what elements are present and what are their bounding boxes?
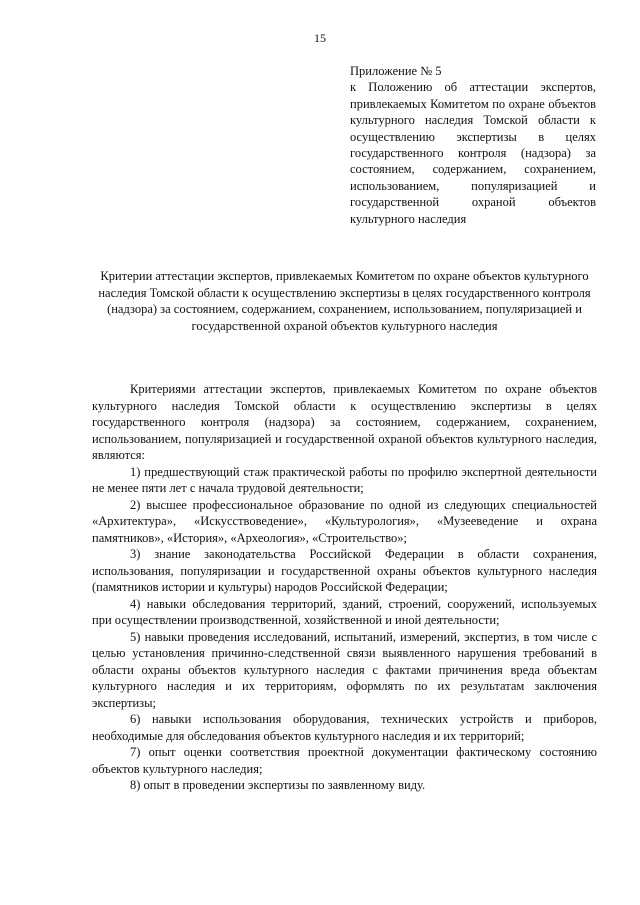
criterion-3: 3) знание законодательства Российской Федерации в области сохранения, использования, популяризации и государственной охраны объектов культурного наследия (памятников истории и культуры) народов Российской Федерации;	[92, 547, 597, 594]
document-title: Критерии аттестации экспертов, привлекаемых Комитетом по охране объектов культурного наследия Томской области к осуществлению экспертизы в целях государственного контроля (надзора) за состоянием, содержанием, сохранением, использованием, популяризацией и государственной охраной объектов культурного наследия	[98, 269, 591, 333]
criterion-5: 5) навыки проведения исследований, испытаний, измерений, экспертиз, в том числе с целью установления причинно-следственной связи выявленного нарушения требований в области охраны объектов культурного наследия с фактами причинения вреда объектам культурного наследия и их территориям, оформлять по их результатам заключения экспертизы;	[92, 629, 597, 710]
appendix-title: Приложение № 5	[350, 64, 442, 78]
criterion-6: 6) навыки использования оборудования, технических устройств и приборов, необходимые для обследования объектов культурного наследия и их территорий;	[92, 712, 597, 743]
appendix-text: к Положению об аттестации экспертов, привлекаемых Комитетом по охране объектов культурного наследия Томской области к осуществлению экспертизы в целях государственного контроля (надзора) за состоянием, содержанием, сохранением, использованием, популяризацией и государственной охраной объектов культурного наследия	[350, 80, 596, 226]
criterion-8: 8) опыт в проведении экспертизы по заявленному виду.	[130, 778, 426, 792]
criterion-7: 7) опыт оценки соответствия проектной документации фактическому состоянию объектов культурного наследия;	[92, 745, 597, 776]
criterion-2: 2) высшее профессиональное образование по одной из следующих специальностей «Архитектура», «Искусствоведение», «Культурология», «Музееведение и охрана памятников», «История», «Археология», «Строительство»;	[92, 497, 597, 545]
criterion-1: 1) предшествующий стаж практической работы по профилю экспертной деятельности не менее пяти лет с начала трудовой деятельности;	[92, 464, 597, 495]
document-body	[92, 381, 597, 794]
intro-paragraph: Критериями аттестации экспертов, привлекаемых Комитетом по охране объектов культурного наследия Томской области к осуществлению экспертизы в целях государственного контроля (надзора) за состоянием, содержанием, сохранением, использованием, популяризацией и государственной охраной объектов культурного наследия, являются:	[92, 382, 597, 462]
appendix-header	[350, 63, 596, 227]
criterion-4: 4) навыки обследования территорий, зданий, строений, сооружений, используемых при осуществлении производственной, хозяйственной и иной деятельности;	[92, 596, 597, 627]
page-number: 15	[314, 31, 326, 45]
